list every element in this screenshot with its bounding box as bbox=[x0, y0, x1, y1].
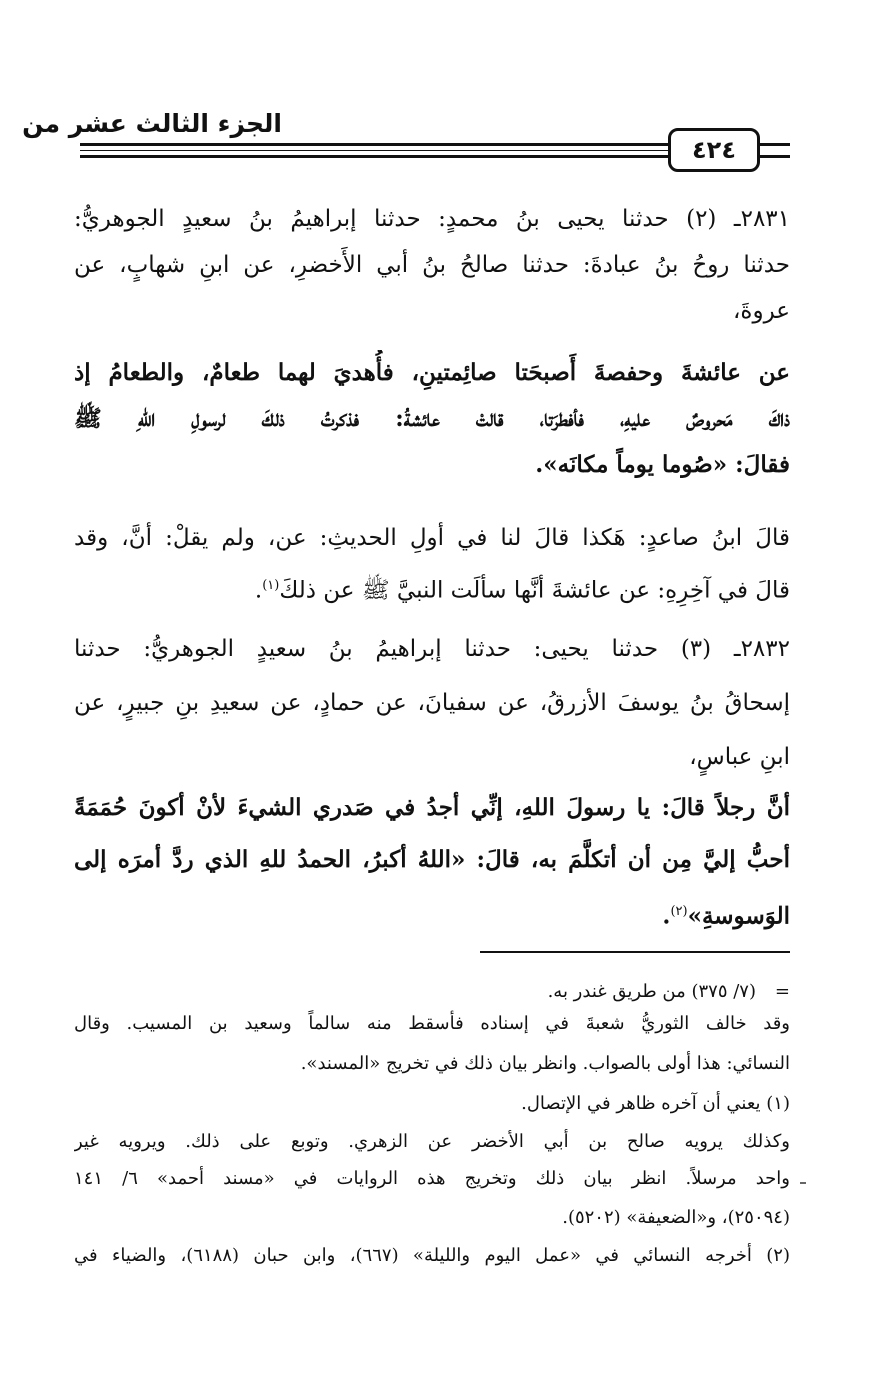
footnote-line: وكذلك يرويه صالح بن أبي الأخضر عن الزهري. وتوبع على ذلك. ويرويه غير bbox=[74, 1131, 790, 1152]
text-segment: قالَ في آخِرِهِ: عن عائشةَ أنَّها سألَت النبيَّ ﷺ عن ذلكَ bbox=[279, 577, 790, 604]
header-rule-right-bottom bbox=[760, 155, 790, 158]
footnote-continuation-line bbox=[74, 978, 790, 1006]
hadith-2832-matn bbox=[74, 782, 790, 943]
text-line bbox=[74, 886, 790, 943]
footnote-2: (٢) أخرجه النسائي في «عمل اليوم والليلة» (٦٦٧)، وابن حبان (٦١٨٨)، والضياء في bbox=[74, 1245, 790, 1266]
text-line bbox=[74, 562, 790, 615]
text-segment: . bbox=[254, 577, 263, 604]
running-head-title: الجزء الثالث عشر من bbox=[22, 109, 282, 138]
text-line: ٢٨٣١ـ (٢) حدثنا يحيى بنُ محمدٍ: حدثنا إبراهيمُ بنُ سعيدٍ الجوهريُّ: bbox=[74, 206, 790, 232]
hadith-2831-isnad bbox=[74, 196, 790, 334]
footnote-line: النسائي: هذا أولى بالصواب. وانظر بيان ذلك في تخريج «المسند». bbox=[300, 1053, 790, 1074]
text-line: ٢٨٣٢ـ (٣) حدثنا يحيى: حدثنا إبراهيمُ بنُ سعيدٍ الجوهريُّ: حدثنا bbox=[74, 636, 790, 662]
footnote-1: (١) يعني أن آخره ظاهر في الإتصال. bbox=[521, 1093, 790, 1114]
footnote-line: (٢٥٠٩٤)، و«الضعيفة» (٥٢٠٢). bbox=[562, 1207, 790, 1228]
header-rule-middle bbox=[80, 150, 680, 151]
text-line: أنَّ رجلاً قالَ: يا رسولَ اللهِ، إنِّي أجدُ في صَدري الشيءَ لأنْ أكونَ حُمَمَةً bbox=[74, 794, 790, 821]
continuation-marker: = bbox=[774, 981, 790, 1002]
header-rule-right-top bbox=[760, 143, 790, 146]
footnote-line: وقد خالف الثوريُّ شعبةَ في إسناده فأسقط منه سالماً وسعيد بن المسيب. وقال bbox=[74, 1013, 790, 1034]
text-segment: الوَسوسةِ» bbox=[687, 902, 790, 930]
text-line: ابنِ عباسٍ، bbox=[689, 744, 790, 770]
hadith-2831-matn bbox=[74, 350, 790, 488]
text-line: عن عائشةَ وحفصةَ أَصبحَتا صائِمتينِ، فأُهديَ لهما طعامٌ، والطعامُ إذ bbox=[74, 359, 790, 386]
text-line: ذاكَ مَحروصٌ عليهِ، فأفطرَتا، قالتْ عائشةُ: فذكرتُ ذلكَ لرسولِ اللهِ ﷺ bbox=[74, 405, 790, 432]
text-segment: (٧/ ٣٧٥) من طريق غندر به. bbox=[547, 981, 756, 1002]
text-segment: . bbox=[662, 902, 671, 930]
text-line: حدثنا روحُ بنُ عبادةَ: حدثنا صالحُ بنُ أبي الأَخضرِ، عن ابنِ شهابٍ، عن bbox=[74, 252, 790, 278]
text-line: إسحاقُ بنُ يوسفَ الأزرقُ، عن سفيانَ، عن حمادٍ، عن سعيدِ بنِ جبيرٍ، عن bbox=[74, 690, 790, 716]
hadith-2832-isnad bbox=[74, 622, 790, 784]
header-rule-top bbox=[80, 143, 680, 146]
margin-mark bbox=[800, 1182, 806, 1184]
footnote-line: واحد مرسلاً. انظر بيان ذلك وتخريج هذه الروايات في «مسند أحمد» ٦/ ١٤١ bbox=[74, 1168, 790, 1189]
text-line: قالَ ابنُ صاعدٍ: هَكذا قالَ لنا في أولِ الحديثِ: عن، ولم يقلْ: أنَّ، وقد bbox=[74, 525, 790, 551]
text-line: عروةَ، bbox=[733, 298, 790, 324]
text-line: فقالَ: «صُوما يوماً مكانَه». bbox=[535, 451, 790, 478]
page-number: ٤٢٤ bbox=[668, 128, 760, 172]
text-line: أحبُّ إليَّ مِن أن أتكلَّمَ به، قالَ: «اللهُ أكبرُ، الحمدُ للهِ الذي ردَّ أمرَه إلى bbox=[74, 846, 790, 873]
footnote-ref-2: (٢) bbox=[670, 904, 688, 919]
hadith-2831-comment bbox=[74, 514, 790, 615]
header-rule-bottom bbox=[80, 155, 680, 158]
footnote-separator bbox=[480, 951, 790, 953]
footnote-ref-1: (١) bbox=[262, 578, 280, 593]
